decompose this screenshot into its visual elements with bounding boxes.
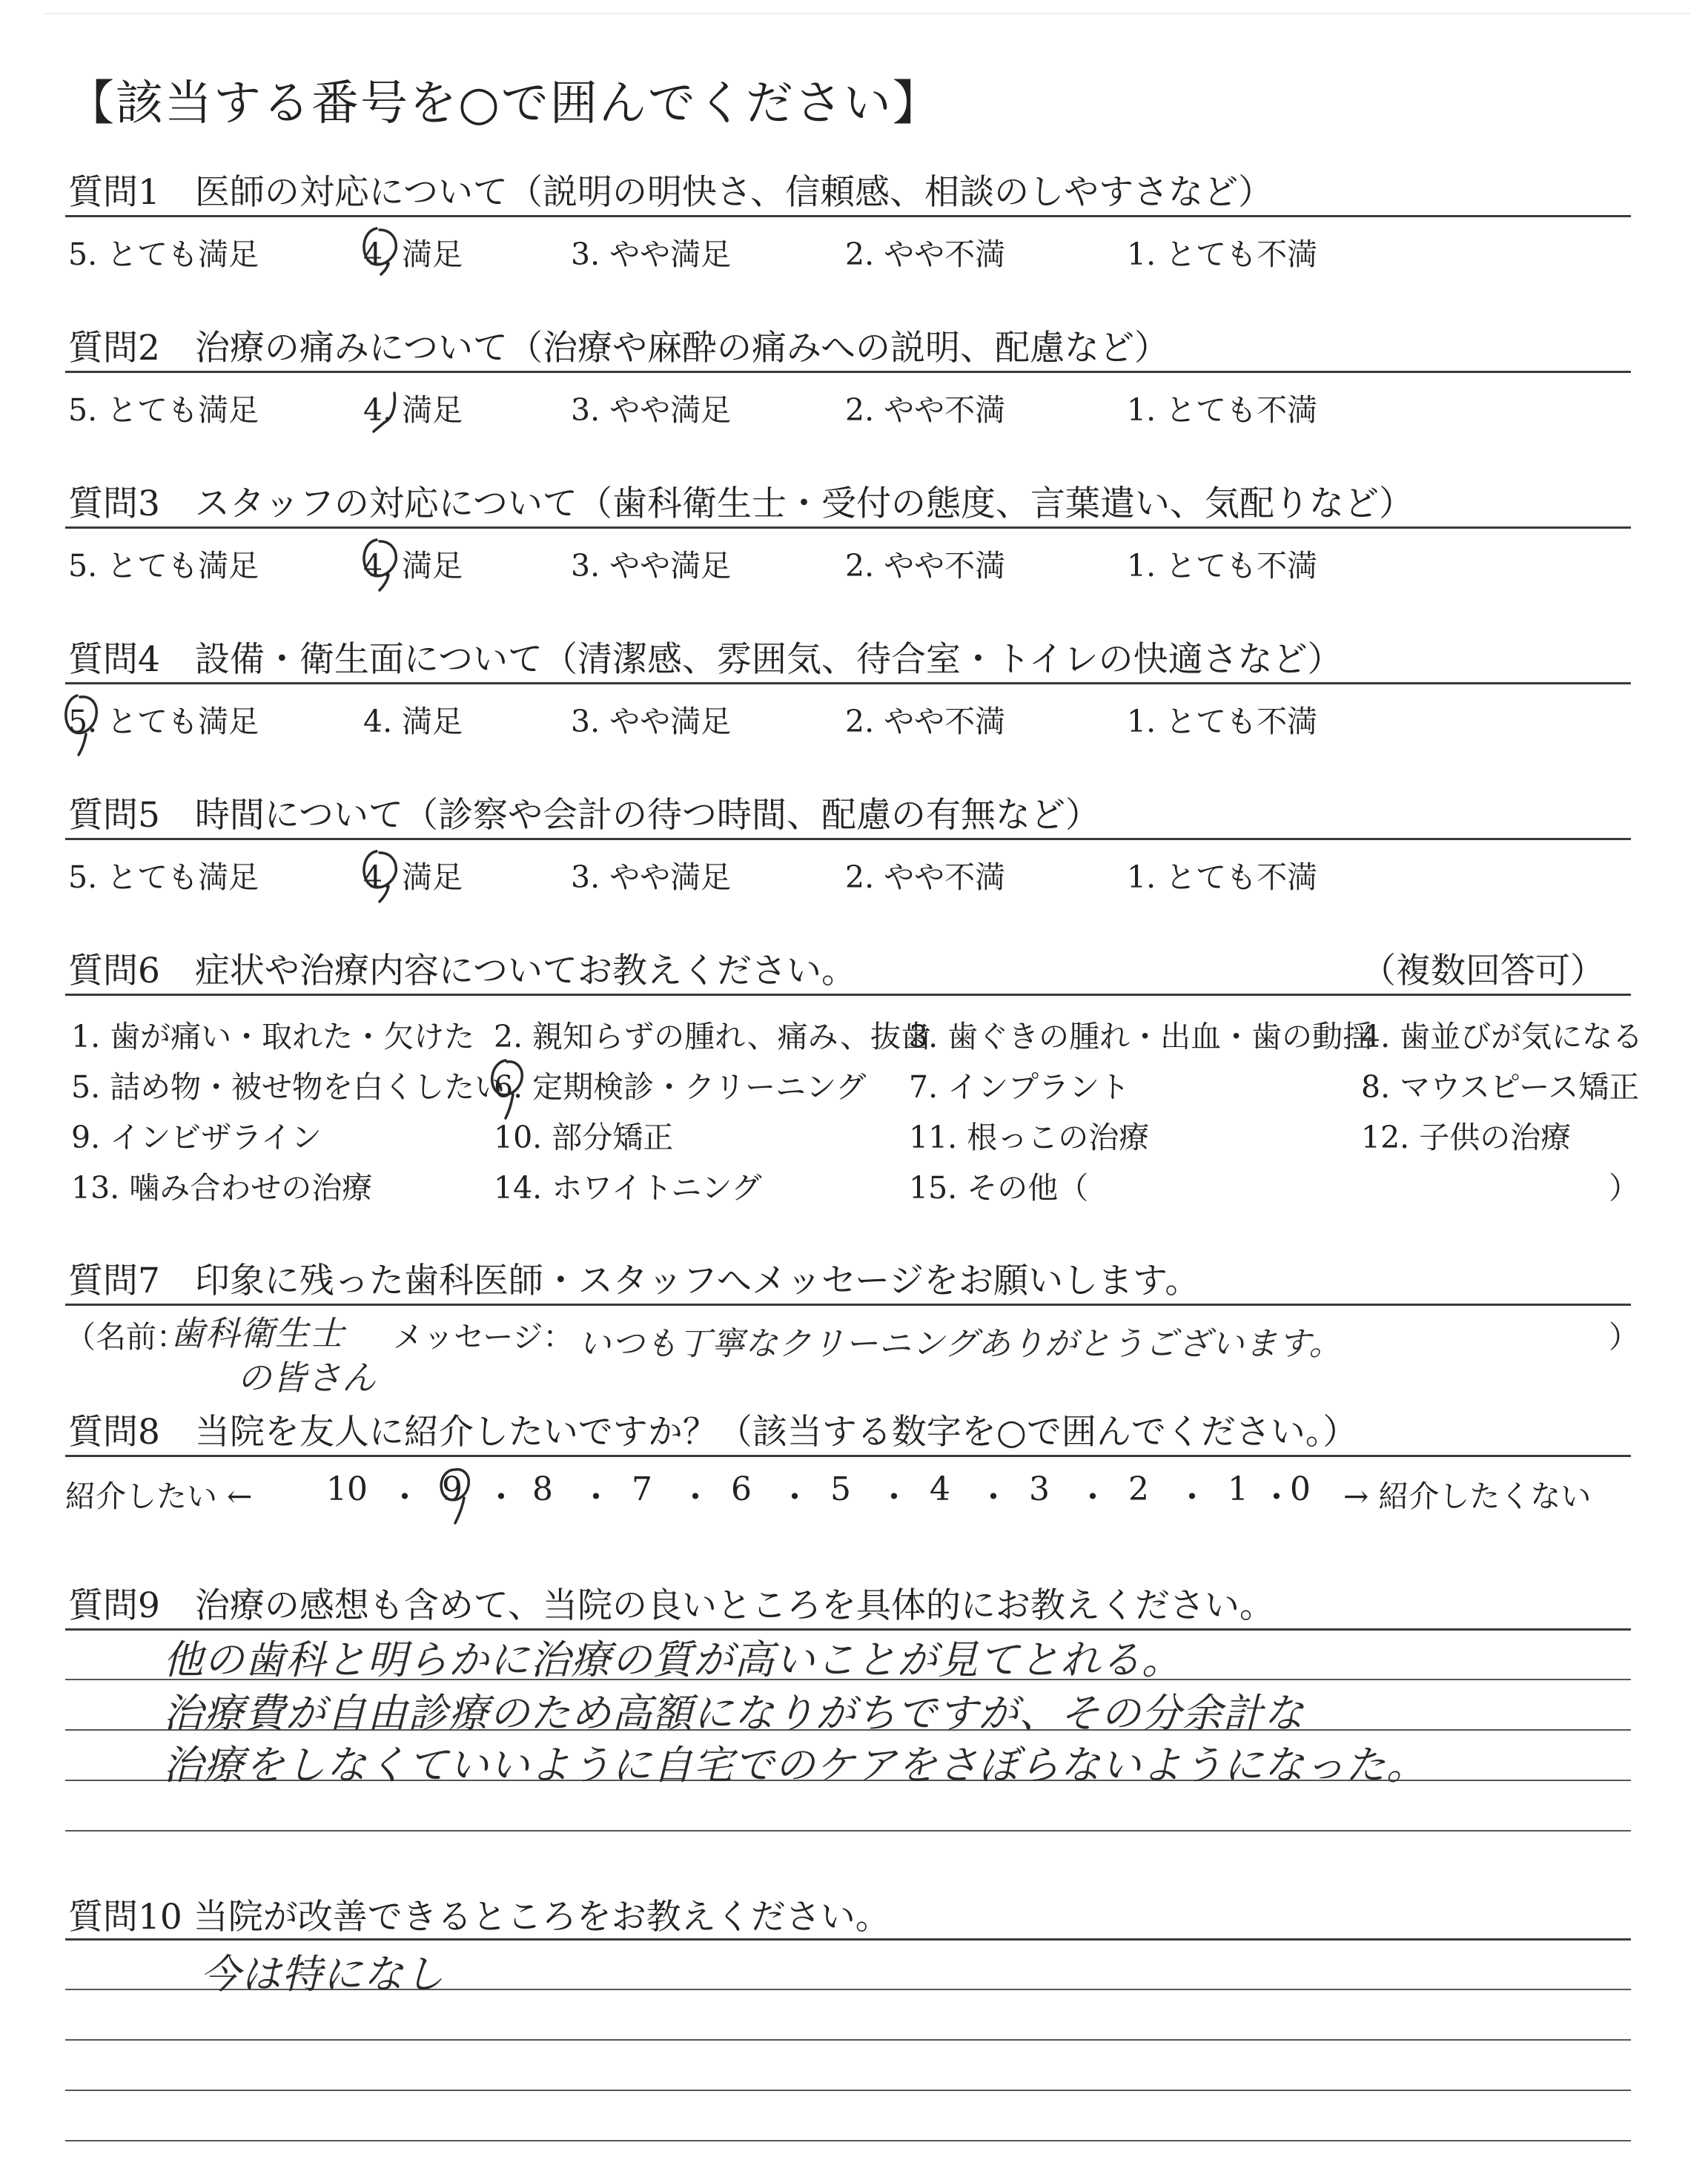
- q5-option-2[interactable]: 2. やや不満: [845, 859, 1006, 895]
- q7-name-label: （名前：: [65, 1319, 187, 1355]
- q3-selection-circle: [354, 532, 414, 595]
- q3-rule: [65, 526, 1631, 529]
- q1-option-5[interactable]: 5. とても満足: [68, 237, 259, 272]
- q6-title: 質問6 症状や治療内容についてお教えください。: [68, 951, 856, 991]
- q8-dot: ・: [977, 1479, 1010, 1516]
- q9-title: 質問9 治療の感想も含めて、当院の良いところを具体的にお教えください。: [68, 1585, 1274, 1626]
- q8-dot: ・: [1176, 1479, 1208, 1516]
- q3-title: 質問3 スタッフの対応について（歯科衛生士・受付の態度、言葉遣い、気配りなど）: [68, 483, 1414, 524]
- q6-multi-answer-note: （複数回答可）: [1361, 951, 1605, 991]
- q8-number-9[interactable]: 9: [442, 1470, 463, 1508]
- q4-selection-circle: [58, 688, 117, 759]
- q2-option-2[interactable]: 2. やや不満: [845, 392, 1006, 428]
- q7-handwritten-message: いつも丁寧なクリーニングありがとうございます。: [578, 1325, 1343, 1363]
- q1-selection-circle: [354, 221, 414, 280]
- q1-title: 質問1 医師の対応について（説明の明快さ、信頼感、相談のしやすさなど）: [68, 172, 1274, 213]
- q5-option-5[interactable]: 5. とても満足: [68, 859, 259, 895]
- q8-number-0[interactable]: 0: [1290, 1470, 1311, 1508]
- q6-option-6[interactable]: 6. 定期検診・クリーニング: [494, 1069, 867, 1105]
- q8-dot: ・: [485, 1479, 517, 1516]
- q8-number-5[interactable]: 5: [830, 1470, 851, 1508]
- q2-rule: [65, 371, 1631, 373]
- q6-option-11[interactable]: 11. 根っこの治療: [909, 1120, 1150, 1155]
- q3-option-3[interactable]: 3. やや満足: [571, 548, 732, 584]
- q4-option-4[interactable]: 4. 満足: [363, 704, 463, 739]
- q9-handwritten-line-2: 治療費が自由診療のため高額になりがちですが、その分余計な: [163, 1690, 1305, 1737]
- q1-option-1[interactable]: 1. とても不満: [1127, 237, 1318, 272]
- q3-option-4[interactable]: 4. 満足: [363, 548, 463, 584]
- q8-dot: ・: [878, 1479, 910, 1516]
- q8-title: 質問8 当院を友人に紹介したいですか？（該当する数字を○で囲んでください。）: [68, 1412, 1358, 1453]
- q7-message-label: メッセージ：: [393, 1319, 574, 1355]
- q5-option-4[interactable]: 4. 満足: [363, 859, 463, 895]
- q8-dot: ・: [580, 1479, 612, 1516]
- q10-handwritten-line-1: 今は特になし: [200, 1951, 445, 1998]
- q2-option-5[interactable]: 5. とても満足: [68, 392, 259, 428]
- q8-number-4[interactable]: 4: [930, 1470, 950, 1508]
- q4-option-5[interactable]: 5. とても満足: [68, 704, 259, 739]
- q6-other-close-paren: ）: [1609, 1170, 1639, 1206]
- q1-rule: [65, 215, 1631, 217]
- q8-dot: ・: [778, 1479, 811, 1516]
- q8-rule: [65, 1455, 1631, 1457]
- q8-right-label: → 紹介したくない: [1343, 1479, 1592, 1514]
- q9-answer-line: [65, 1830, 1631, 1832]
- q10-title: 質問10 当院が改善できるところをお教えください。: [68, 1897, 890, 1938]
- q6-selection-circle: [480, 1053, 540, 1124]
- q8-number-2[interactable]: 2: [1128, 1470, 1149, 1508]
- q10-answer-line: [65, 2039, 1631, 2041]
- q10-rule: [65, 1938, 1631, 1941]
- q1-option-3[interactable]: 3. やや満足: [571, 237, 732, 272]
- q5-option-3[interactable]: 3. やや満足: [571, 859, 732, 895]
- q5-rule: [65, 838, 1631, 840]
- q6-option-3[interactable]: 3. 歯ぐきの腫れ・出血・歯の動揺: [909, 1019, 1374, 1054]
- q2-option-1[interactable]: 1. とても不満: [1127, 392, 1318, 428]
- q1-option-4[interactable]: 4. 満足: [363, 237, 463, 272]
- q10-answer-line: [65, 2090, 1631, 2091]
- q6-option-14[interactable]: 14. ホワイトニング: [494, 1170, 762, 1206]
- form-header: 【該当する番号を○で囲んでください】: [67, 76, 941, 131]
- q8-dot: ・: [1260, 1479, 1293, 1516]
- q8-dot: ・: [1076, 1479, 1109, 1516]
- q6-rule: [65, 994, 1631, 996]
- q6-option-5[interactable]: 5. 詰め物・被せ物を白くしたい: [71, 1069, 506, 1105]
- q4-option-3[interactable]: 3. やや満足: [571, 704, 732, 739]
- q8-number-8[interactable]: 8: [532, 1470, 553, 1508]
- q8-selection-circle: [428, 1461, 488, 1532]
- q6-option-9[interactable]: 9. インビザライン: [71, 1120, 322, 1155]
- q8-number-3[interactable]: 3: [1029, 1470, 1050, 1508]
- q4-option-1[interactable]: 1. とても不満: [1127, 704, 1318, 739]
- q6-option-13[interactable]: 13. 噛み合わせの治療: [71, 1170, 373, 1206]
- q5-option-1[interactable]: 1. とても不満: [1127, 859, 1318, 895]
- q6-option-7[interactable]: 7. インプラント: [909, 1069, 1131, 1105]
- q9-handwritten-line-3: 治療をしなくていいように自宅でのケアをさぼらないようになった。: [163, 1742, 1427, 1789]
- page-edge: [44, 13, 1690, 14]
- q10-answer-line: [65, 2140, 1631, 2141]
- q5-selection-circle: [354, 844, 414, 906]
- q6-option-15[interactable]: 15. その他（: [909, 1170, 1089, 1206]
- q8-dot: ・: [388, 1479, 421, 1516]
- q7-title: 質問7 印象に残った歯科医師・スタッフへメッセージをお願いします。: [68, 1261, 1200, 1301]
- q5-title: 質問5 時間について（診察や会計の待つ時間、配慮の有無など）: [68, 795, 1100, 836]
- q1-option-2[interactable]: 2. やや不満: [845, 237, 1006, 272]
- q8-number-1[interactable]: 1: [1228, 1470, 1248, 1508]
- q8-left-label: 紹介したい ←: [65, 1479, 253, 1514]
- q8-dot: ・: [679, 1479, 712, 1516]
- q6-option-10[interactable]: 10. 部分矯正: [494, 1120, 674, 1155]
- q7-rule: [65, 1304, 1631, 1306]
- q6-option-12[interactable]: 12. 子供の治療: [1361, 1120, 1572, 1155]
- q4-option-2[interactable]: 2. やや不満: [845, 704, 1006, 739]
- q6-option-8[interactable]: 8. マウスピース矯正: [1361, 1069, 1640, 1105]
- q2-title: 質問2 治療の痛みについて（治療や麻酔の痛みへの説明、配慮など）: [68, 328, 1170, 369]
- q2-selection-circle: [354, 377, 414, 436]
- q8-number-6[interactable]: 6: [731, 1470, 752, 1508]
- q6-option-1[interactable]: 1. 歯が痛い・取れた・欠けた: [71, 1019, 475, 1054]
- q4-title: 質問4 設備・衛生面について（清潔感、雰囲気、待合室・トイレの快適さなど）: [68, 639, 1343, 680]
- q3-option-5[interactable]: 5. とても満足: [68, 548, 259, 584]
- q7-handwritten-name-1: 歯科衛生士: [171, 1313, 345, 1353]
- q2-option-3[interactable]: 3. やや満足: [571, 392, 732, 428]
- q3-option-1[interactable]: 1. とても不満: [1127, 548, 1318, 584]
- q8-number-10[interactable]: 10: [326, 1470, 368, 1508]
- q6-option-2[interactable]: 2. 親知らずの腫れ、痛み、抜歯: [494, 1019, 932, 1054]
- q9-handwritten-line-1: 他の歯科と明らかに治療の質が高いことが見てとれる。: [163, 1636, 1182, 1683]
- q7-close-paren: ）: [1609, 1319, 1639, 1355]
- q7-handwritten-name-2: の皆さん: [237, 1358, 377, 1398]
- q3-option-2[interactable]: 2. やや不満: [845, 548, 1006, 584]
- q6-option-4[interactable]: 4. 歯並びが気になる: [1361, 1019, 1644, 1054]
- q4-rule: [65, 682, 1631, 684]
- q2-option-4[interactable]: 4. 満足: [363, 392, 463, 428]
- q8-number-7[interactable]: 7: [632, 1470, 652, 1508]
